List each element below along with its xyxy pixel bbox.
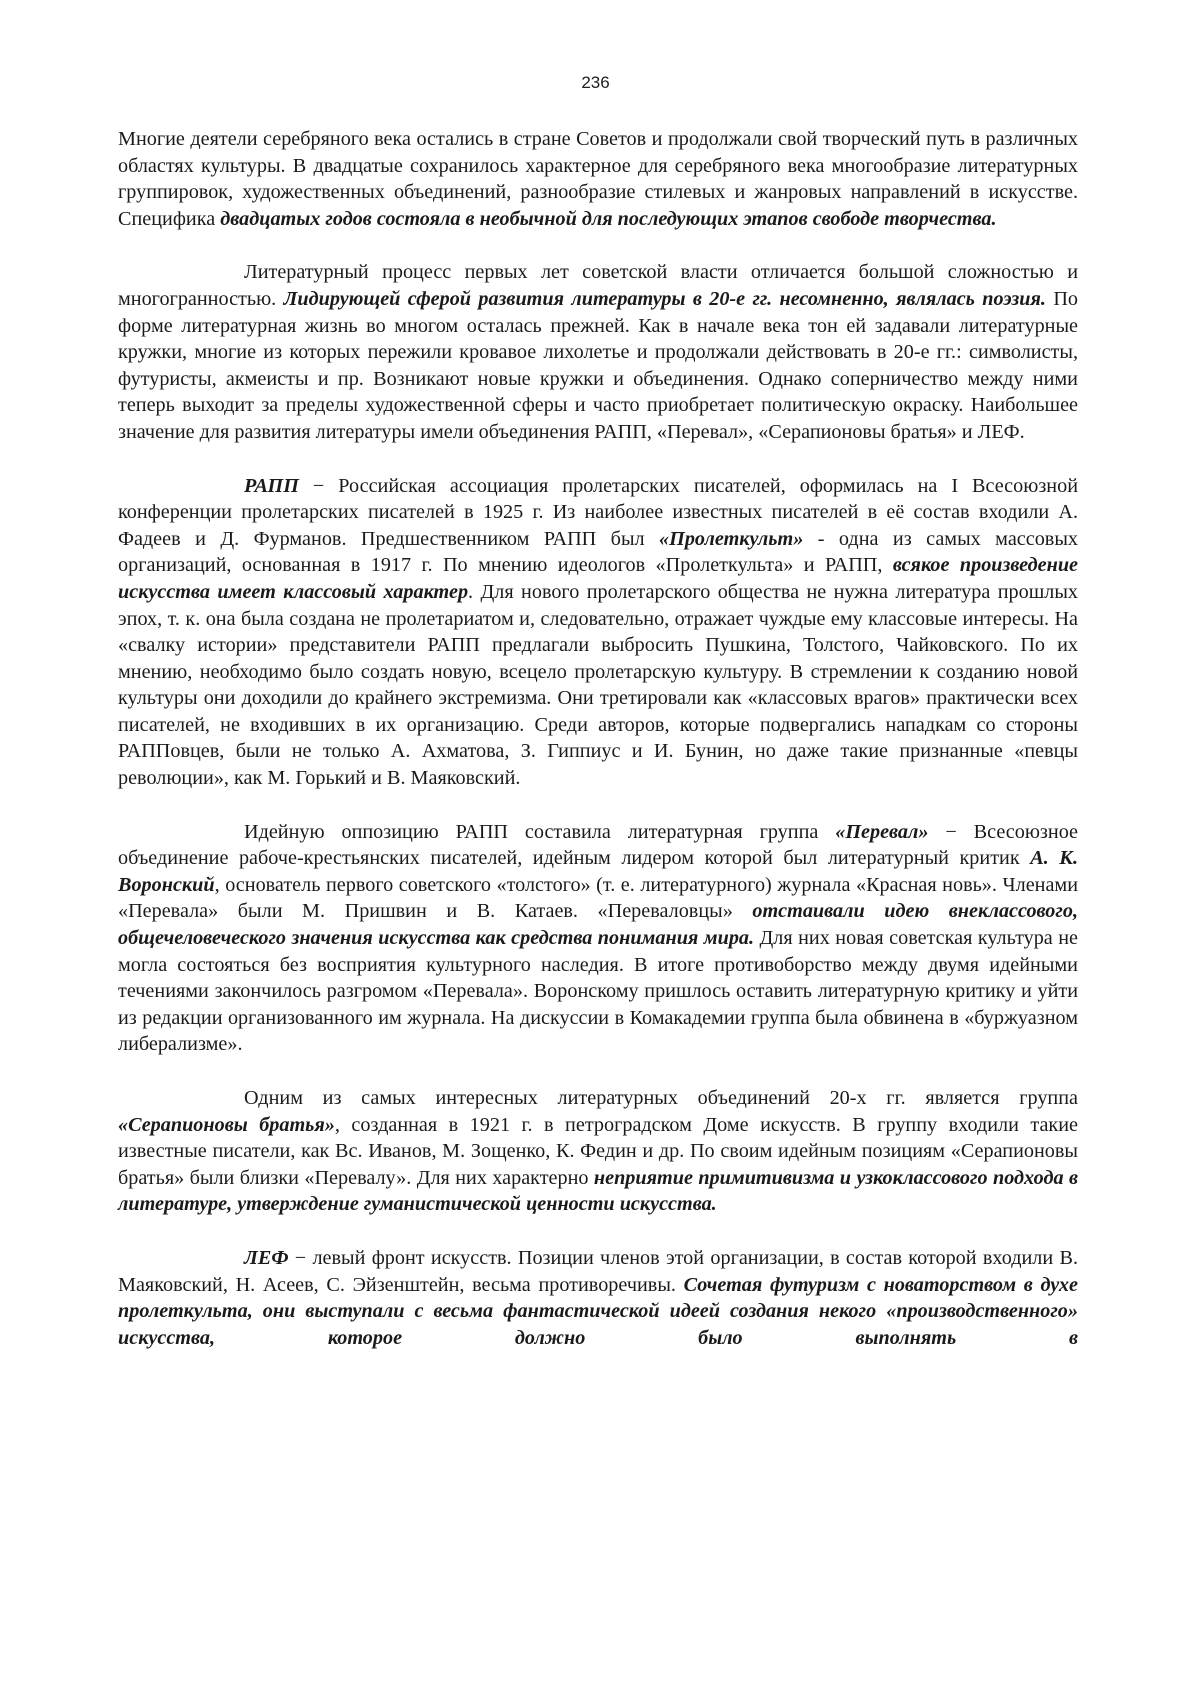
text-run: Многие деятели серебряного века остались в стране Советов и продолжали свой творческий путь в различных областях культуры. В двадцатые сохранилось характерное для серебряного века многообразие литературных группировок, художественных объединений, разнообразие стилевых и жанровых направлений в искусстве. Специфика <box>118 128 1078 230</box>
text-run: , основатель первого советского «толстого» (т. е. литературного) журнала «Красная новь». Членами «Перевала» были М. Пришвин и В. Катаев. «Переваловцы» <box>118 873 1078 923</box>
text-run: Идейную оппозицию РАПП составила литературная группа <box>244 820 836 843</box>
text-run: . Для нового пролетарского общества не нужна литература прошлых эпох, т. к. она была создана не пролетариатом и, следовательно, отражает чуждые ему классовые интересы. На «свалку истории» представители РАПП предлагали выбросить Пушкина, Толстого, Чайковского. По их мнению, необходимо было создать новую, всецело пролетарскую культуру. В стремлении к созданию новой культуры они доходили до крайнего экстремизма. Они третировали как «классовых врагов» практически всех писателей, не входивших в их организацию. Среди авторов, которые подвергались нападкам со стороны РАППовцев, были не только А. Ахматова, З. Гиппиус и И. Бунин, но даже такие признанные «певцы революции», как М. Горький и В. Маяковский. <box>118 580 1079 790</box>
text-run: - одна из самых массовых организаций, основанная в 1917 г. По мнению идеологов «Пролеткульта» и РАПП, <box>118 527 1078 577</box>
paragraph <box>118 1245 1078 1351</box>
text-run: Для них новая советская культура не могла состояться без восприятия культурного наследия. В итоге противоборство между двумя идейными течениями закончилось разгромом «Перевала». Воронскому пришлось оставить литературную критику и уйти из редакции организованного им журнала. На дискуссии в Комакадемии группа была обвинена в «буржуазном либерализме». <box>118 927 1078 1056</box>
text-run: По форме литературная жизнь во многом осталась прежней. Как в начале века тон ей задавали литературные кружки, многие из которых пережили кровавое лихолетье и продолжали действовать в 20-е гг.: символисты, футуристы, акмеисты и пр. Возникают новые кружки и объединения. Однако соперничество между ними теперь выходит за пределы художественной сферы и часто приобретает политическую окраску. Наибольшее значение для развития литературы имели объединения РАПП, «Перевал», «Серапионовы братья» и ЛЕФ. <box>118 287 1078 443</box>
page-number: 236 <box>581 73 610 92</box>
emphasis-text: «Пролеткульт» <box>659 527 804 550</box>
text-run: , созданная в 1921 г. в петроградском Доме искусств. В группу входили такие известные писатели, как Вс. Иванов, М. Зощенко, К. Федин и др. По своим идейным позициям «Серапионовы братья» были близки «Перевалу». Для них характерно <box>118 1113 1078 1189</box>
emphasis-text: отстаивали идею внеклассового, общечеловеческого значения искусства как средства понимания мира. <box>118 900 1078 950</box>
paragraph <box>118 473 1078 792</box>
document-body <box>118 126 1078 1351</box>
emphasis-text: «Перевал» <box>835 820 929 843</box>
emphasis-text: ЛЕФ <box>244 1246 289 1269</box>
emphasis-text: РАПП <box>244 474 299 497</box>
text-run: Литературный процесс первых лет советской власти отличается большой сложностью и многогранностью. <box>118 261 1078 310</box>
paragraph <box>118 819 1078 1058</box>
text-run: Одним из самых интересных литературных объединений 20-х гг. является группа <box>244 1087 1078 1109</box>
paragraph <box>118 126 1078 232</box>
emphasis-text: «Серапионовы братья» <box>118 1113 335 1136</box>
emphasis-text: Лидирующей сферой развития литературы в 20-е гг. несомненно, являлась поэзия. <box>283 287 1046 310</box>
emphasis-text: А. К. Воронский <box>118 847 1078 896</box>
text-run: − Всесоюзное объединение рабоче-крестьянских писателей, идейным лидером которой был литературный критик <box>118 820 1078 870</box>
text-run: − Российская ассоциация пролетарских писателей, оформилась на I Всесоюзной конференции пролетарских писателей в 1925 г. Из наиболее известных писателей в её состав входили А. Фадеев и Д. Фурманов. Предшественником РАПП был <box>118 474 1078 550</box>
emphasis-text: всякое произведение искусства имеет классовый характер <box>118 554 1079 603</box>
emphasis-text: Сочетая футуризм с новаторством в духе пролеткульта, они выступали с весьма фантастической идеей создания некого «производственного» искусства, которое должно было выполнять в <box>118 1273 1078 1349</box>
emphasis-text: двадцатых годов состояла в необычной для последующих этапов свободе творчества. <box>220 207 997 230</box>
text-run: − левый фронт искусств. Позиции членов этой организации, в состав которой входили В. Маяковский, Н. Асеев, С. Эйзенштейн, весьма противоречивы. <box>118 1246 1078 1296</box>
paragraph <box>118 1085 1078 1218</box>
paragraph <box>118 259 1078 445</box>
emphasis-text: неприятие примитивизма и узкоклассового подхода в литературе, утверждение гуманистической ценности искусства. <box>118 1166 1078 1216</box>
